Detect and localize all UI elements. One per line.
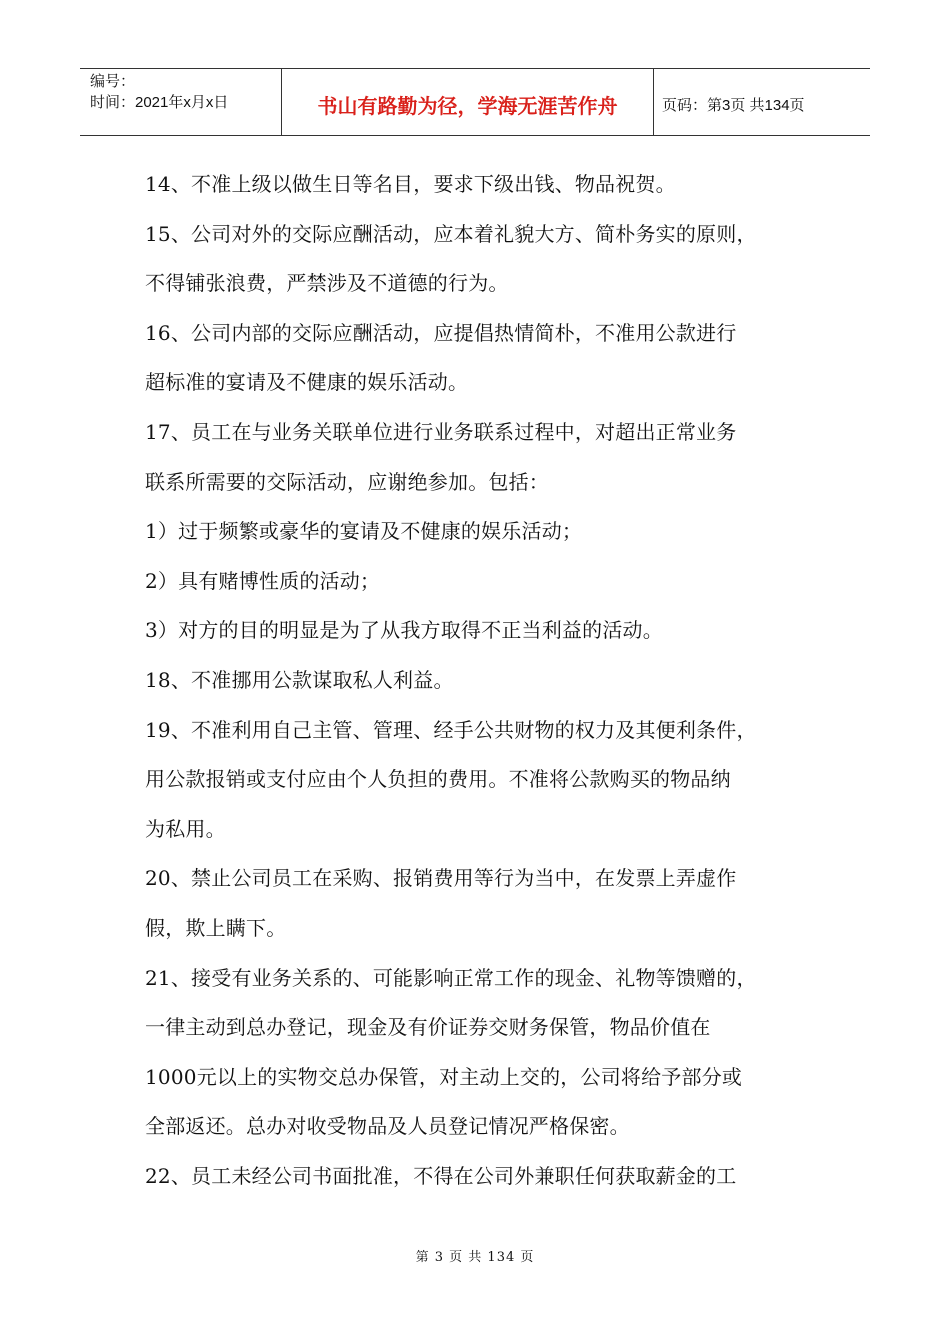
text-line: 全部返还。总办对收受物品及人员登记情况严格保密。 xyxy=(145,1114,630,1139)
text-line: 假，欺上瞒下。 xyxy=(145,915,287,940)
text-line: 超标准的宴请及不健康的娱乐活动。 xyxy=(145,370,469,395)
time-label: 时间：2021年x月x日 xyxy=(90,94,229,111)
text-line: 15、公司对外的交际应酬活动，应本着礼貌大方、简朴务实的原则， xyxy=(145,221,757,246)
page-footer: 第 3 页 共 134 页 xyxy=(415,1250,535,1265)
header-meta xyxy=(80,69,282,135)
text-line: 用公款报销或支付应由个人负担的费用。不准将公款购买的物品纳 xyxy=(145,767,731,792)
number-label: 编号： xyxy=(90,73,136,90)
text-line: 一律主动到总办登记，现金及有价证券交财务保管，物品价值在 xyxy=(145,1015,711,1040)
text-line: 1）过于频繁或豪华的宴请及不健康的娱乐活动； xyxy=(145,519,583,544)
text-line: 1000元以上的实物交总办保管，对主动上交的，公司将给予部分或 xyxy=(145,1064,743,1089)
text-line: 17、员工在与业务关联单位进行业务联系过程中，对超出正常业务 xyxy=(145,419,737,444)
text-line: 22、员工未经公司书面批准，不得在公司外兼职任何获取薪金的工 xyxy=(145,1163,737,1188)
text-line: 14、不准上级以做生日等名目，要求下级出钱、物品祝贺。 xyxy=(145,172,676,196)
document-body xyxy=(145,160,815,1201)
text-line: 20、禁止公司员工在采购、报销费用等行为当中，在发票上弄虚作 xyxy=(145,866,737,891)
text-line: 16、公司内部的交际应酬活动，应提倡热情简朴，不准用公款进行 xyxy=(145,320,737,345)
header-page-info: 页码：第3页 共134页 xyxy=(662,96,805,114)
text-line: 19、不准利用自己主管、管理、经手公共财物的权力及其便利条件， xyxy=(145,717,757,742)
page-header xyxy=(80,68,870,136)
text-line: 联系所需要的交际活动，应谢绝参加。包括： xyxy=(145,469,549,494)
text-line: 3）对方的目的明显是为了从我方取得不正当利益的活动。 xyxy=(145,618,663,643)
header-motto: 书山有路勤为径，学海无涯苦作舟 xyxy=(282,69,654,135)
text-line: 2）具有赌博性质的活动； xyxy=(145,568,381,593)
text-line: 18、不准挪用公款谋取私人利益。 xyxy=(145,667,454,692)
text-line: 不得铺张浪费，严禁涉及不道德的行为。 xyxy=(145,271,509,296)
text-line: 为私用。 xyxy=(145,816,226,841)
text-line: 21、接受有业务关系的、可能影响正常工作的现金、礼物等馈赠的， xyxy=(145,965,757,990)
